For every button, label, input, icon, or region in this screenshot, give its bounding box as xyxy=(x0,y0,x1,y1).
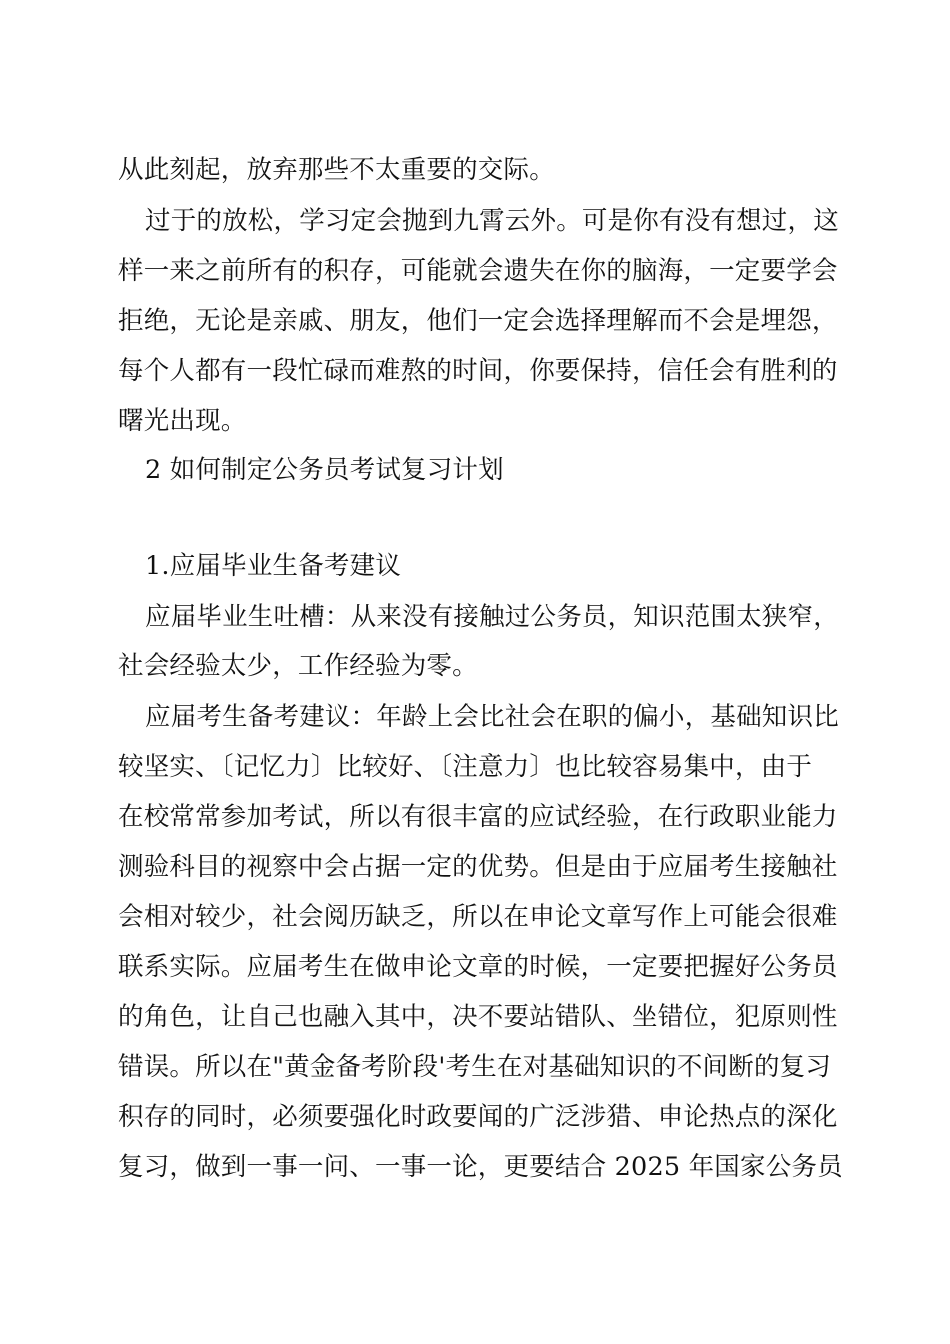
text-line: 样一来之前所有的积存，可能就会遗失在你的脑海，一定要学会 xyxy=(118,256,838,286)
text-line: 的角色，让自己也融入其中，决不要站错队、坐错位，犯原则性 xyxy=(118,1002,838,1032)
text-line: 过于的放松，学习定会抛到九霄云外。可是你有没有想过，这 xyxy=(145,206,839,236)
text-line: 从此刻起，放弃那些不太重要的交际。 xyxy=(118,155,555,185)
text-line: 每个人都有一段忙碌而难熬的时间，你要保持，信任会有胜利的 xyxy=(118,356,838,386)
text-line: 联系实际。应届考生在做申论文章的时候，一定要把握好公务员 xyxy=(118,952,838,982)
section-heading: 2 如何制定公务员考试复习计划 xyxy=(145,455,504,485)
text-line: 在校常常参加考试，所以有很丰富的应试经验，在行政职业能力 xyxy=(118,802,838,832)
text-line: 积存的同时，必须要强化时政要闻的广泛涉猎、申论热点的深化 xyxy=(118,1102,838,1132)
text-line: 测验科目的视察中会占据一定的优势。但是由于应届考生接触社 xyxy=(118,852,838,882)
text-line: 曙光出现。 xyxy=(118,406,247,436)
subsection-heading: 1.应届毕业生备考建议 xyxy=(145,551,402,581)
text-line: 错误。所以在"黄金备考阶段'考生在对基础知识的不间断的复习 xyxy=(118,1052,832,1082)
text-line: 应届考生备考建议：年龄上会比社会在职的偏小，基础知识比 xyxy=(145,702,839,732)
text-line: 应届毕业生吐槽：从来没有接触过公务员，知识范围太狭窄， xyxy=(145,602,839,632)
text-line: 较坚实、〔记忆力〕比较好、〔注意力〕也比较容易集中，由于 xyxy=(118,752,813,782)
text-line: 拒绝，无论是亲戚、朋友，他们一定会选择理解而不会是埋怨， xyxy=(118,306,838,336)
text-line: 会相对较少，社会阅历缺乏，所以在申论文章写作上可能会很难 xyxy=(118,902,838,932)
text-line: 社会经验太少，工作经验为零。 xyxy=(118,651,478,681)
text-line: 复习，做到一事一问、一事一论，更要结合 2025 年国家公务员 xyxy=(118,1152,843,1182)
